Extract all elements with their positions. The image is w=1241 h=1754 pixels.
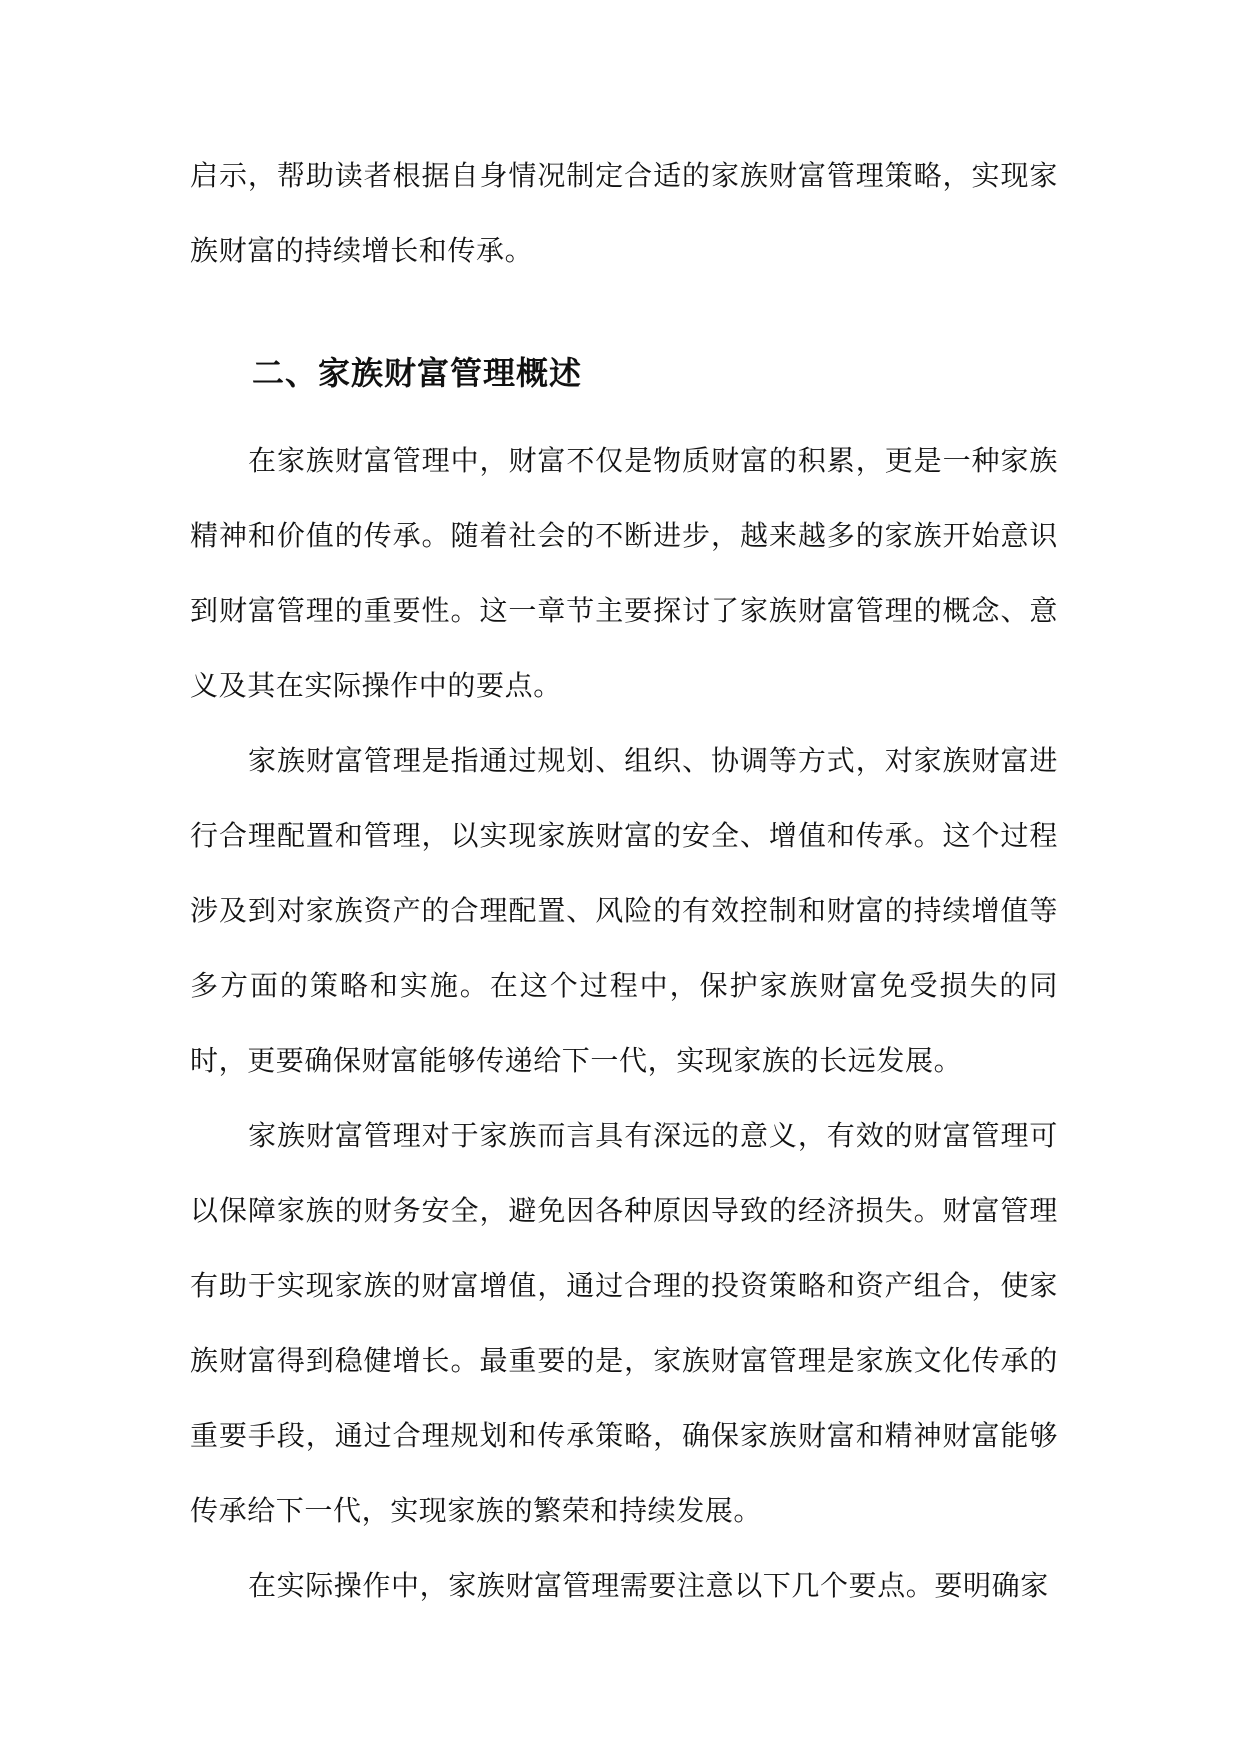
continuation-paragraph: 启示，帮助读者根据自身情况制定合适的家族财富管理策略，实现家族财富的持续增长和传承。 — [190, 159, 1058, 267]
document-body — [190, 138, 1058, 1623]
section-heading: 二、家族财富管理概述 — [252, 354, 583, 392]
body-paragraph-3: 家族财富管理对于家族而言具有深远的意义，有效的财富管理可以保障家族的财务安全，避免因各种原因导致的经济损失。财富管理有助于实现家族的财富增值，通过合理的投资策略和资产组合，使家族财富得到稳健增长。最重要的是，家族财富管理是家族文化传承的重要手段，通过合理规划和传承策略，确保家族财富和精神财富能够传承给下一代，实现家族的繁荣和持续发展。 — [190, 1119, 1058, 1527]
body-paragraph-1: 在家族财富管理中，财富不仅是物质财富的积累，更是一种家族精神和价值的传承。随着社会的不断进步，越来越多的家族开始意识到财富管理的重要性。这一章节主要探讨了家族财富管理的概念、意义及其在实际操作中的要点。 — [190, 444, 1058, 702]
body-paragraph-4: 在实际操作中，家族财富管理需要注意以下几个要点。要明确家 — [248, 1569, 1049, 1602]
body-paragraph-2: 家族财富管理是指通过规划、组织、协调等方式，对家族财富进行合理配置和管理，以实现家族财富的安全、增值和传承。这个过程涉及到对家族资产的合理配置、风险的有效控制和财富的持续增值等多方面的策略和实施。在这个过程中，保护家族财富免受损失的同时，更要确保财富能够传递给下一代，实现家族的长远发展。 — [190, 744, 1058, 1077]
